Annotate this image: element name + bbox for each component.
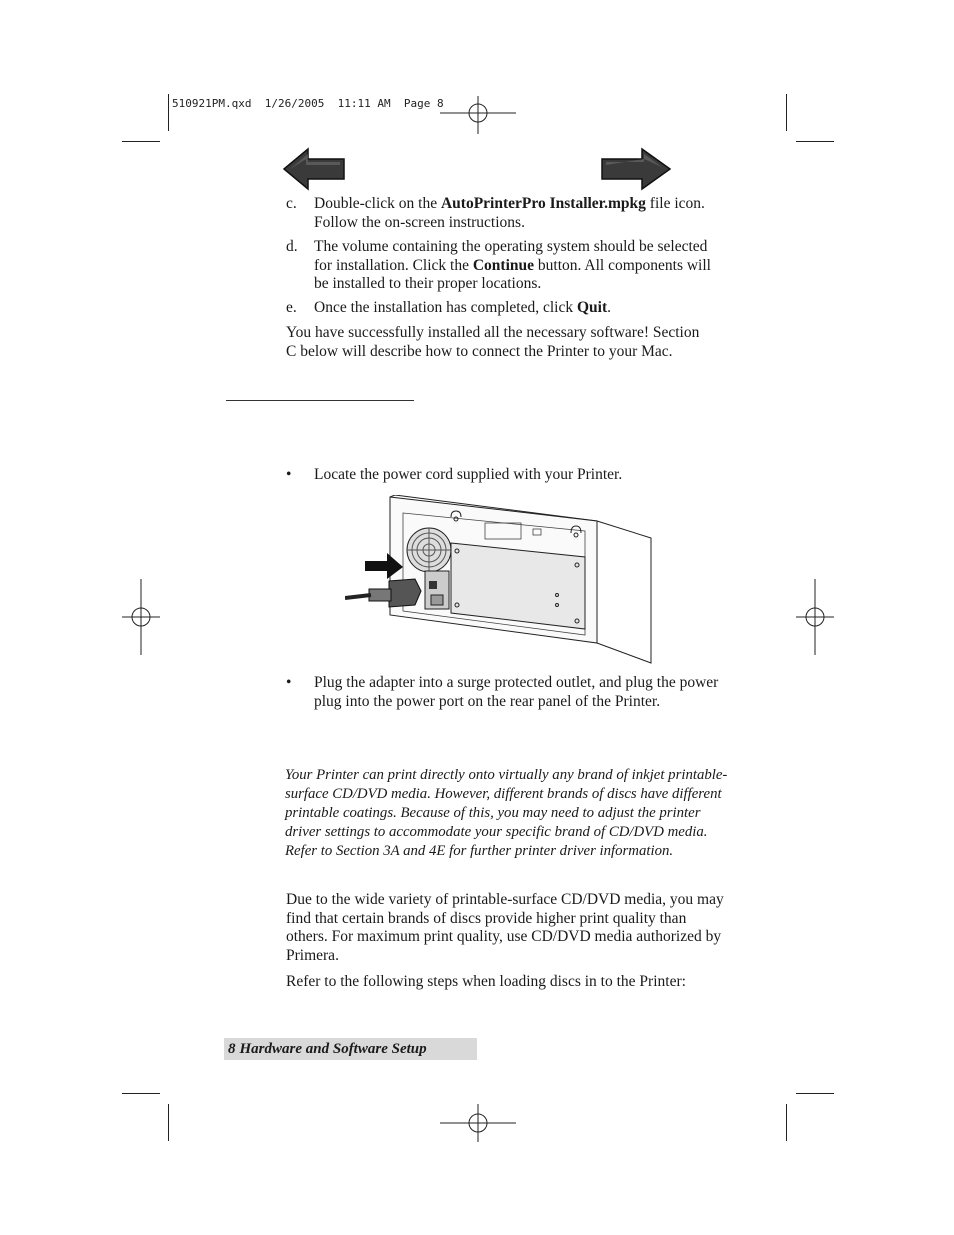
registration-mark-icon: [122, 579, 160, 655]
bullet-text: Plug the adapter into a surge protected outlet, and plug the power plug into the power port on the rear panel of the Printer.: [314, 674, 719, 710]
step-text-post: file icon. Follow the on-screen instructions.: [314, 195, 705, 231]
crop-mark: [168, 94, 169, 131]
slug-page: Page 8: [403, 97, 444, 110]
section-title: Hardware and Software Setup: [239, 1041, 427, 1057]
crop-mark: [796, 141, 834, 142]
step-text-post: button. All components will be installed to their proper locations.: [314, 256, 711, 292]
bullet-symbol: •: [286, 466, 292, 483]
step-text-pre: Double-click on the: [314, 195, 441, 212]
page-number: 8: [228, 1041, 236, 1057]
forward-arrow-button[interactable]: [600, 147, 672, 191]
loading-paragraph: Refer to the following steps when loading discs in to the Printer:: [286, 973, 686, 990]
registration-mark-icon: [440, 96, 516, 134]
step-label: e.: [286, 299, 297, 316]
crop-mark: [796, 1093, 834, 1094]
crop-mark: [786, 94, 787, 131]
quit-keyword: Quit: [577, 299, 608, 316]
step-text: [314, 299, 734, 318]
back-arrow-button[interactable]: [282, 147, 346, 191]
print-slug: [172, 97, 444, 110]
step-text: [314, 195, 714, 232]
crop-mark: [122, 1093, 160, 1094]
printer-rear-panel-illustration: [345, 495, 655, 665]
crop-mark: [786, 1104, 787, 1141]
page-footer: [224, 1038, 477, 1060]
crop-mark: [168, 1104, 169, 1141]
section-divider: [226, 400, 414, 401]
slug-time: 11:11 AM: [337, 97, 391, 110]
media-paragraph: Due to the wide variety of printable-surface CD/DVD media, you may find that certain brands of discs provide higher print quality than others. For maximum print quality, use CD/DVD media authorized by Primera.: [286, 891, 724, 964]
registration-mark-icon: [796, 579, 834, 655]
bullet-text: Locate the power cord supplied with your Printer.: [314, 466, 623, 483]
step-label: d.: [286, 238, 298, 255]
step-label: c.: [286, 195, 297, 212]
step-text-post: .: [607, 299, 612, 316]
registration-mark-icon: [440, 1104, 516, 1142]
continue-keyword: Continue: [472, 256, 535, 274]
step-text-pre: The volume containing the operating system should be selected for installation. Click the: [314, 238, 708, 274]
media-note: Your Printer can print directly onto virtually any brand of inkjet printable-surface CD/DVD media. However, different brands of discs have different printable coatings. Because of this, you may need to adjust the printer driver settings to accommodate your specific brand of CD/DVD media. Refer to Section 3A and 4E for further printer driver information.: [285, 767, 728, 859]
bullet-symbol: •: [286, 674, 292, 691]
slug-file: 510921PM.qxd: [172, 97, 252, 110]
success-paragraph: You have successfully installed all the necessary software! Section C below will describe how to connect the Printer to your Mac.: [286, 324, 700, 360]
installer-file-name: AutoPrinterPro Installer.mpkg: [440, 195, 646, 212]
step-text: [314, 238, 724, 294]
step-text-pre: Once the installation has completed, click: [314, 299, 577, 316]
slug-date: 1/26/2005: [264, 97, 325, 110]
crop-mark: [122, 141, 160, 142]
